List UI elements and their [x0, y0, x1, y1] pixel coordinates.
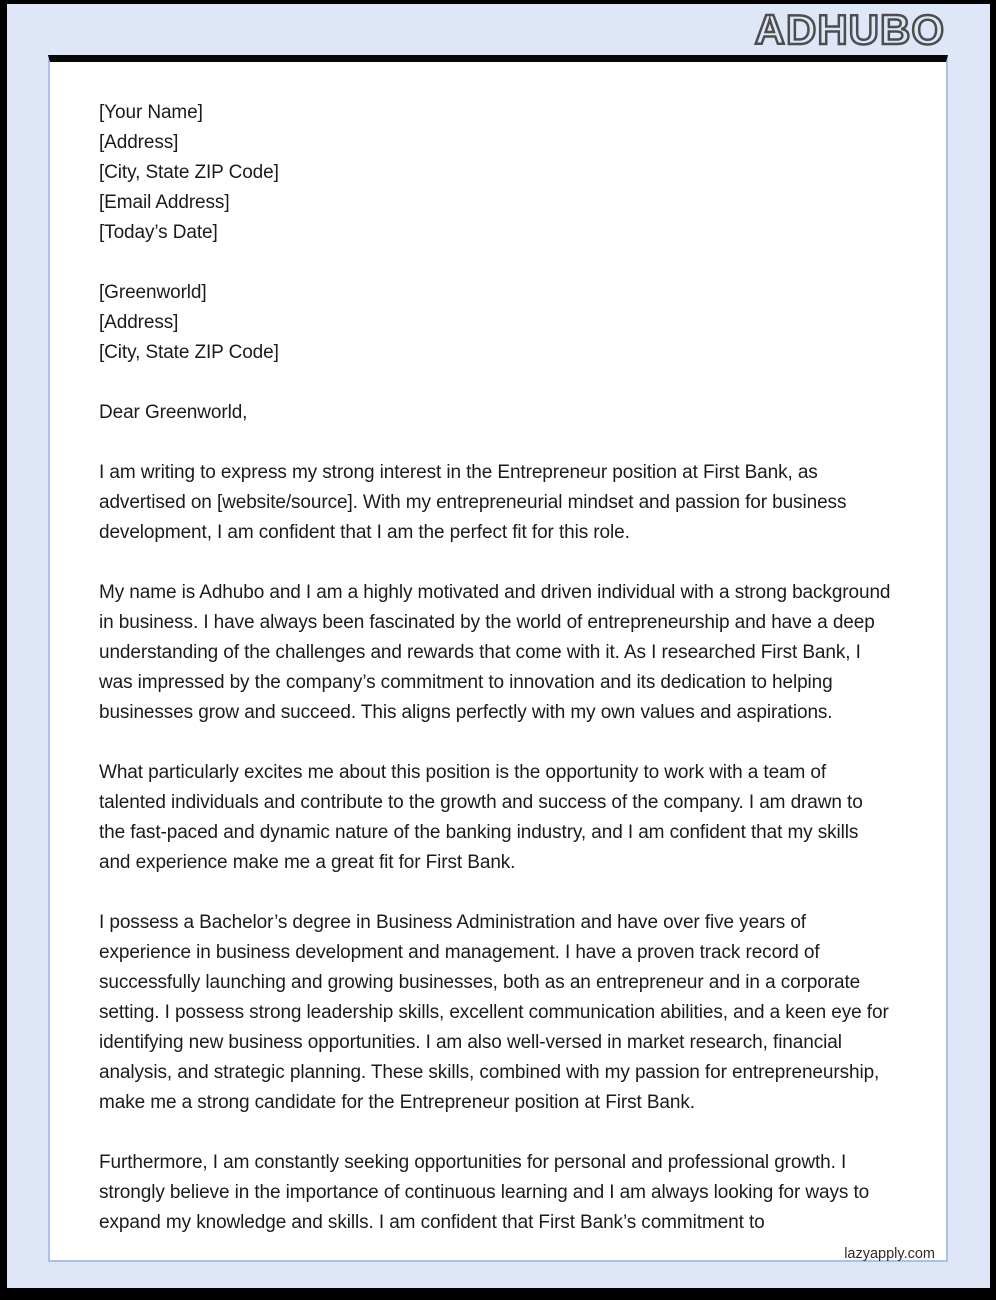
sender-city-line: [City, State ZIP Code] [99, 162, 279, 183]
recipient-address-line: [Address] [99, 312, 179, 333]
paragraph-motivation: What particularly excites me about this position is the opportunity to work with a team of talented individuals and contribute to the growth and success of the company. I am drawn to the fast-paced and dynamic nature of the banking industry, and I am confident that my skills and experience make me a great fit for First Bank. [99, 762, 863, 873]
salutation: Dear Greenworld, [99, 402, 248, 423]
frame-border-bottom [0, 1288, 996, 1300]
frame-border-left [0, 0, 7, 1300]
frame-border-top [0, 0, 996, 4]
sender-name-line: [Your Name] [99, 102, 203, 123]
paragraph-background: My name is Adhubo and I am a highly motivated and driven individual with a strong background in business. I have always been fascinated by the world of entrepreneurship and have a deep understanding of the challenges and rewards that come with it. As I researched First Bank, I was impressed by the company’s commitment to innovation and its dedication to helping businesses grow and succeed. This aligns perfectly with my own values and aspirations. [99, 582, 891, 723]
recipient-city-line: [City, State ZIP Code] [99, 342, 279, 363]
watermark-text: lazyapply.com [844, 1246, 935, 1262]
sender-email-line: [Email Address] [99, 192, 230, 213]
paragraph-growth: Furthermore, I am constantly seeking opportunities for personal and professional growth. I strongly believe in the importance of continuous learning and I am always looking for ways to expand my knowledge and skills. I am confident that First Bank’s commitment to [99, 1152, 870, 1233]
sender-block [99, 98, 893, 248]
paragraph-intro: I am writing to express my strong interest in the Entrepreneur position at First Bank, as advertised on [website/source]. With my entrepreneurial mindset and passion for business development, I am confident that I am the perfect fit for this role. [99, 462, 847, 543]
letter-body [50, 62, 946, 1238]
brand-logo: ADHUBO [754, 6, 945, 53]
sender-address-line: [Address] [99, 132, 179, 153]
recipient-block [99, 278, 893, 368]
paragraph-qualifications: I possess a Bachelor’s degree in Business Administration and have over five years of experience in business development and management. I have a proven track record of successfully launching and growing businesses, both as an entrepreneur and in a corporate setting. I possess strong leadership skills, excellent communication abilities, and a keen eye for identifying new business opportunities. I am also well-versed in market research, financial analysis, and strategic planning. These skills, combined with my passion for entrepreneurship, make me a strong candidate for the Entrepreneur position at First Bank. [99, 912, 889, 1113]
sender-date-line: [Today’s Date] [99, 222, 218, 243]
frame-border-right [990, 0, 996, 1300]
recipient-name-line: [Greenworld] [99, 282, 207, 303]
letter-page [48, 55, 948, 1262]
